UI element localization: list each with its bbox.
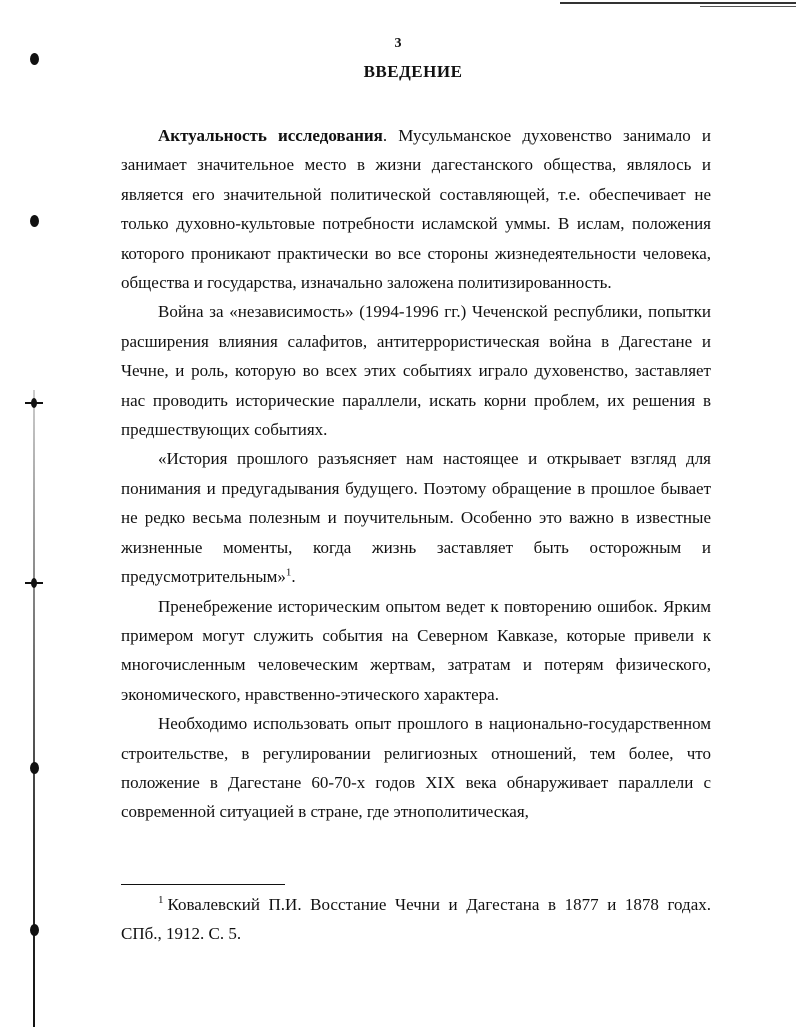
binding-hole-mark	[30, 215, 39, 227]
paragraph: Пренебрежение историческим опытом ведет к повторению ошибок. Ярким примером могут служить события на Северном Кавказе, которые привели к многочисленным человеческим жертвам, затратам и потерям физического, экономического, нравственно-этического характера.	[121, 596, 711, 704]
quote-text: «История прошлого разъясняет нам настоящее и открывает взгляд для понимания и предугадывания будущего. Поэтому обращение в прошлое бывает не редко весьма полезным и поучительным. Особенно это важно в известные жизненные моменты, когда жизнь заставляет быть осторожным и предусмотрительным»	[121, 449, 711, 587]
footnote-reference: 1	[285, 566, 292, 579]
section-heading: ВВЕДЕНИЕ	[363, 62, 463, 81]
binding-tick-mark	[25, 398, 43, 408]
scan-edge-line	[700, 6, 796, 7]
footnote-text: Ковалевский П.И. Восстание Чечни и Дагестана в 1877 и 1878 годах. СПб., 1912. С. 5.	[121, 895, 711, 943]
scan-edge-line	[560, 2, 796, 4]
footnote	[121, 890, 711, 948]
paragraph-lead: Актуальность исследования	[158, 126, 383, 145]
footnote-divider	[121, 884, 285, 885]
page-number: 3	[394, 36, 402, 51]
paragraph: Война за «независимость» (1994-1996 гг.) Чеченской республики, попытки расширения влияния салафитов, антитеррористическая война в Дагестане и Чечне, и роль, которую во всех этих событиях играло духовенство, заставляет нас проводить исторические параллели, искать корни проблем, их решения в предшествующих событиях.	[121, 302, 711, 440]
quote-end: .	[291, 567, 296, 587]
binding-hole-mark	[30, 924, 39, 936]
paragraph: Необходимо использовать опыт прошлого в национально-государственном строительстве, в регулировании религиозных отношений, тем более, что положение в Дагестане 60-70-х годов XIX века обнаруживает параллели с современной ситуацией в стране, где этнополитическая,	[121, 714, 711, 822]
paragraph-text: . Мусульманское духовенство занимало и занимает значительное место в жизни дагестанского общества, являлось и является его значительной политической составляющей, т.е. обеспечивает не только духовно-культовые потребности исламской уммы. В ислам, положения которого проникают практически во все стороны жизнедеятельности человека, общества и государства, изначально заложена политизированность.	[121, 126, 711, 293]
binding-tick-mark	[25, 578, 43, 588]
footnote-mark: 1	[158, 894, 164, 907]
paragraph-relevance	[121, 121, 711, 297]
body-text	[121, 121, 711, 827]
paragraph-quote	[121, 444, 711, 591]
binding-hole-mark	[30, 762, 39, 774]
